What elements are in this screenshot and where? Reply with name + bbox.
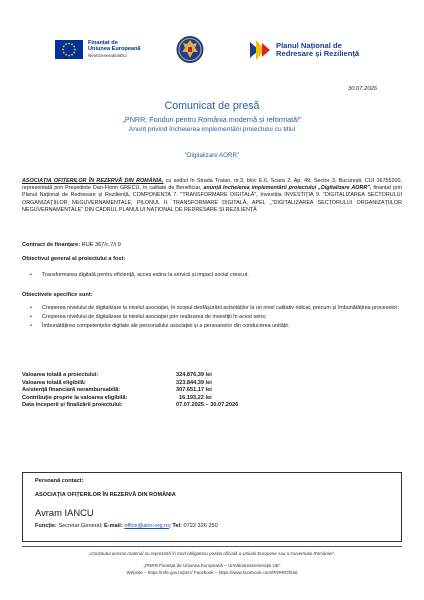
fin-label: Contribuție proprie la valoarea eligibilă: — [22, 394, 128, 401]
footer-divider — [22, 546, 402, 547]
fin-value: 323.844,39 lei — [176, 379, 212, 386]
table-row — [22, 402, 238, 410]
header — [0, 0, 424, 78]
eu-sub: NextGenerationEU — [88, 53, 127, 59]
table-row — [22, 380, 238, 388]
eu-funding-logo — [55, 40, 141, 60]
footer-line2: „PNRR.Finanțat de Uniunea Europeană – UrmătoareaGenerație UE” — [143, 563, 281, 568]
contract-value: RUE 367/c.7/i.9 — [80, 242, 121, 248]
eu-flag-icon — [55, 40, 83, 59]
fin-value: 324.876,39 lei — [176, 372, 212, 378]
romanian-government-crest-icon — [176, 34, 204, 65]
announcement-paragraph — [22, 178, 402, 214]
contract-label: Contract de finanțare: — [22, 242, 81, 248]
specific-objectives-list — [30, 305, 402, 333]
specific-objectives-label: Obiectivele specifice sunt: — [22, 292, 93, 298]
footer-disclaimer: „Conținutul acestui material nu reprezintă în mod obligatoriu poziția oficială a Uniunii Europene sau a Guvernului României”. — [88, 551, 336, 556]
fin-label: Valoarea totală eligibilă: — [22, 379, 86, 386]
general-objectives-list — [30, 272, 402, 281]
fin-value: 16.193,22 lei — [179, 394, 212, 401]
contract-line — [22, 242, 121, 249]
list-item: • Transformarea digitală pentru eficiență, acces extins la servicii și impact social crescut. — [30, 272, 402, 279]
phone-value: 0722 326 250 — [181, 523, 218, 529]
fin-value: 307.651,17 lei — [176, 387, 212, 394]
contact-name: Avram IANCU — [35, 507, 94, 518]
subtitle: „PNRR: Fonduri pentru România modernă și reformată!” — [122, 115, 302, 124]
general-objective-label: Obiectivul general al proiectului a fost: — [22, 256, 126, 262]
email-label: E-mail: — [104, 523, 123, 529]
function-label: Funcție: — [35, 523, 57, 529]
financials-table — [22, 372, 238, 410]
body-text2: finanțat prin Planul Național de Redresare și Reziliență, COMPONENTA 7. "TRANSFORMARE DIGITALĂ", Investiția INVESTIȚIA 9. "DIGITALIZAREA SECTORULUI ORGANIZAȚIILOR NEGUVERNAMENTALE, PILONUL II. TRANSFORMARE DIGITALĂ, APEL „"DIGITALIZAREA SECTORULUI ORGANIZAȚIILOR NEGUVERNAMENTALE" DIN CADRUL PLANULUI NAȚIONAL DE REDRESARE ȘI REZILIENȚĂ — [22, 185, 402, 213]
contact-org: ASOCIAȚIA OFIȚERILOR ÎN REZERVĂ DIN ROMÂNIA — [35, 492, 176, 498]
list-item: • Creșterea nivelului de digitalizare la nivelul asociației prin realizarea de investiții în acest sens; — [30, 314, 402, 321]
pnrr-line1: Planul Național de — [276, 40, 342, 50]
document-date: 30.07.2026 — [347, 86, 377, 92]
page-title: Comunicat de presă — [164, 100, 260, 112]
fin-label: Asistență financiară nerambursabilă: — [22, 387, 121, 394]
org-name: ASOCIAȚIA OFIȚERILOR ÎN REZERVĂ DIN ROMÂNIA, — [22, 178, 164, 184]
contact-details — [35, 523, 218, 529]
pnrr-logo — [250, 40, 359, 60]
function-value: Secretar General; — [56, 523, 105, 529]
pnrr-line2: Redresare și Reziliență — [276, 49, 360, 58]
footer-links[interactable]: Website – https://mfe.gov.ro/pnrr/ Facebook – https://www.facebook.com/PNRROficial — [126, 570, 298, 575]
contact-label: Persoană contact: — [35, 478, 84, 484]
table-row — [22, 372, 238, 380]
email-link[interactable]: office@aorr.org.ro — [124, 523, 170, 529]
pnrr-text — [276, 42, 359, 58]
fin-label: Valoarea totală a proiectului: — [22, 372, 99, 378]
eu-line2: Uniunea Europeană — [88, 46, 141, 53]
list-item: • Creșterea nivelului de digitalizare la nivelul asociației, în scopul desfășurării activităților la un nivel calitativ ridicat, precum și îmbunătățirea proceselor; — [30, 305, 402, 312]
table-row — [22, 387, 238, 395]
announce-text: anunță încheierea implementării proiectului „Digitalizare AORR”, — [203, 185, 372, 192]
contact-box — [22, 472, 402, 542]
list-item: • Îmbunătățirea competențelor digitale ale personalului asociației și a persoanelor din conducerea unității. — [30, 323, 402, 330]
table-row — [22, 395, 238, 403]
project-title: “Digitalizare AORR” — [185, 152, 239, 159]
eu-line1: Finanțat de — [88, 40, 118, 46]
phone-label: ; Tel: — [169, 523, 182, 529]
fin-label: Data începerii și finalizării proiectului: — [22, 402, 123, 409]
pnrr-logo-icon — [250, 40, 272, 60]
subtitle-announcement: Anunț privind încheierea implementării proiectului cu titlul — [128, 126, 296, 133]
eu-funding-text — [88, 40, 141, 60]
fin-value: 07.07.2025 – 30.07.2026 — [176, 402, 239, 409]
body-text1: cu sediul în Strada Traian, nr.3, bloc E.6, Scara 2, Ap. 49, Sector 3, București, CUI 16755200, reprezentată prin Președinte Dan-Florin GRECU, în calitate de Beneficiar, — [22, 178, 402, 192]
